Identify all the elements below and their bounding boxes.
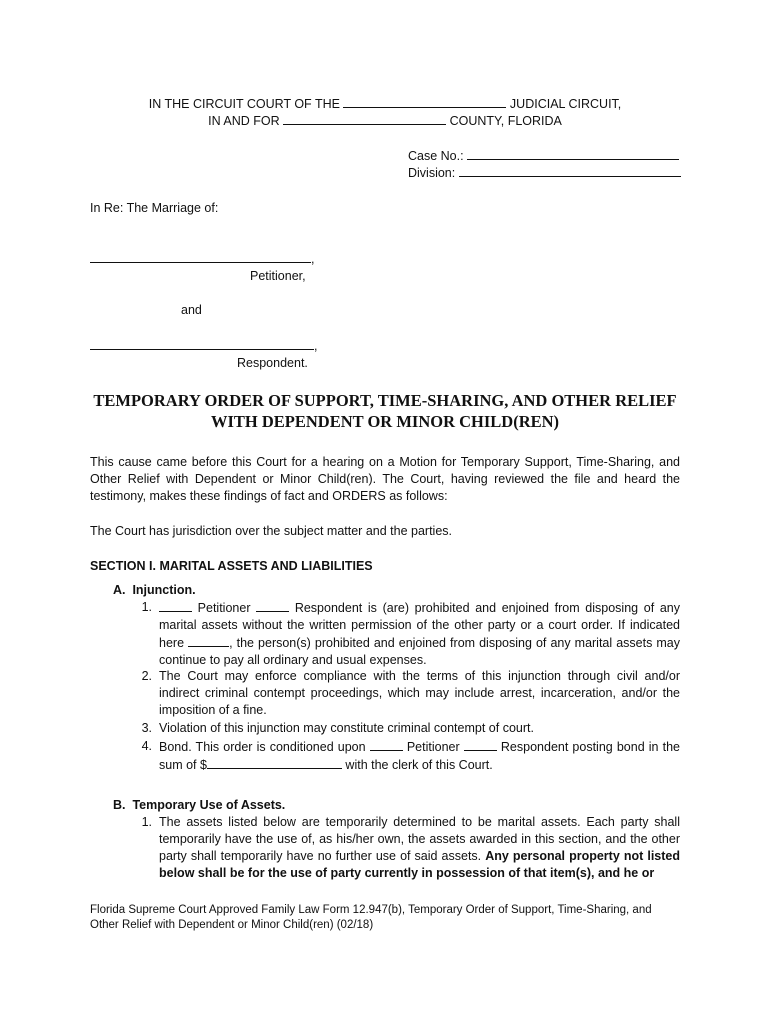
bond-respondent-blank[interactable] (464, 738, 497, 751)
petitioner-check-blank[interactable] (159, 599, 192, 612)
petitioner-name-row: , (90, 250, 314, 268)
subsection-b-heading: B. Temporary Use of Assets. (113, 798, 286, 812)
document-title-line1: TEMPORARY ORDER OF SUPPORT, TIME-SHARING, AND OTHER RELIEF (93, 391, 677, 410)
case-number-blank[interactable] (467, 147, 679, 160)
intro-paragraph: This cause came before this Court for a hearing on a Motion for Temporary Support, Time-Sharing, and Other Relief with Dependent or Minor Child(ren). The Court, having reviewed the file and heard the testimony, makes these findings of fact and ORDERS as follows: (90, 455, 680, 503)
respondent-label: Respondent. (237, 356, 308, 370)
jurisdiction-paragraph: The Court has jurisdiction over the subject matter and the parties. (90, 524, 452, 538)
court-header-line1: IN THE CIRCUIT COURT OF THE JUDICIAL CIRCUIT, (148, 97, 622, 111)
form-footer-line1: Florida Supreme Court Approved Family Law Form 12.947(b), Temporary Order of Support, Time-Sharing, and (90, 904, 652, 916)
injunction-item-1: 1. Petitioner Respondent is (are) prohibited and enjoined from disposing of any marital assets without the written permission of the other party or a court order. If indicated here , the person(s) prohibited and enjoined from disposing of any marital assets may continue to pay all ordinary and usual expenses. (141, 600, 680, 667)
division-row (408, 164, 681, 182)
case-number-row (408, 147, 679, 165)
injunction-item-3: 3. Violation of this injunction may constitute criminal contempt of court. (141, 721, 534, 735)
petitioner-label: Petitioner, (250, 269, 306, 283)
injunction-item-4: 4. Bond. This order is conditioned upon Petitioner Respondent posting bond in the sum of $ with the clerk of this Court. (141, 739, 680, 772)
bond-amount-blank[interactable] (207, 756, 342, 769)
respondent-check-blank[interactable] (256, 599, 289, 612)
section-1-heading: SECTION I. MARITAL ASSETS AND LIABILITIES (90, 559, 373, 573)
respondent-name-blank[interactable] (90, 337, 314, 350)
division-label: Division: (408, 166, 456, 180)
document-title-line2: WITH DEPENDENT OR MINOR CHILD(REN) (210, 412, 560, 431)
ordinary-expenses-check-blank[interactable] (188, 634, 229, 647)
and-label: and (181, 303, 202, 317)
respondent-name-row: , (90, 337, 317, 355)
judicial-circuit-blank[interactable] (343, 95, 506, 108)
temporary-use-item-1: 1. The assets listed below are temporarily determined to be marital assets. Each party shall temporarily have the use of, as his/her own, the assets awarded in this section, and the other party shall temporarily have no further use of said assets. Any personal property not listed below shall be for the use of party currently in possession of that item(s), and he or (141, 815, 680, 880)
injunction-item-2: 2. The Court may enforce compliance with the terms of this injunction through civil and/or indirect criminal contempt proceedings, which may include arrest, incarceration, and/or the imposition of a fine. (141, 669, 680, 717)
bond-petitioner-blank[interactable] (370, 738, 403, 751)
county-blank[interactable] (283, 112, 446, 125)
petitioner-name-blank[interactable] (90, 250, 311, 263)
case-number-label: Case No.: (408, 149, 464, 163)
court-header-line2: IN AND FOR COUNTY, FLORIDA (208, 114, 562, 128)
form-footer-line2: Other Relief with Dependent or Minor Child(ren) (02/18) (90, 919, 374, 931)
division-blank[interactable] (459, 164, 681, 177)
subsection-a-heading: A. Injunction. (113, 583, 196, 597)
in-re-label: In Re: The Marriage of: (90, 201, 219, 215)
